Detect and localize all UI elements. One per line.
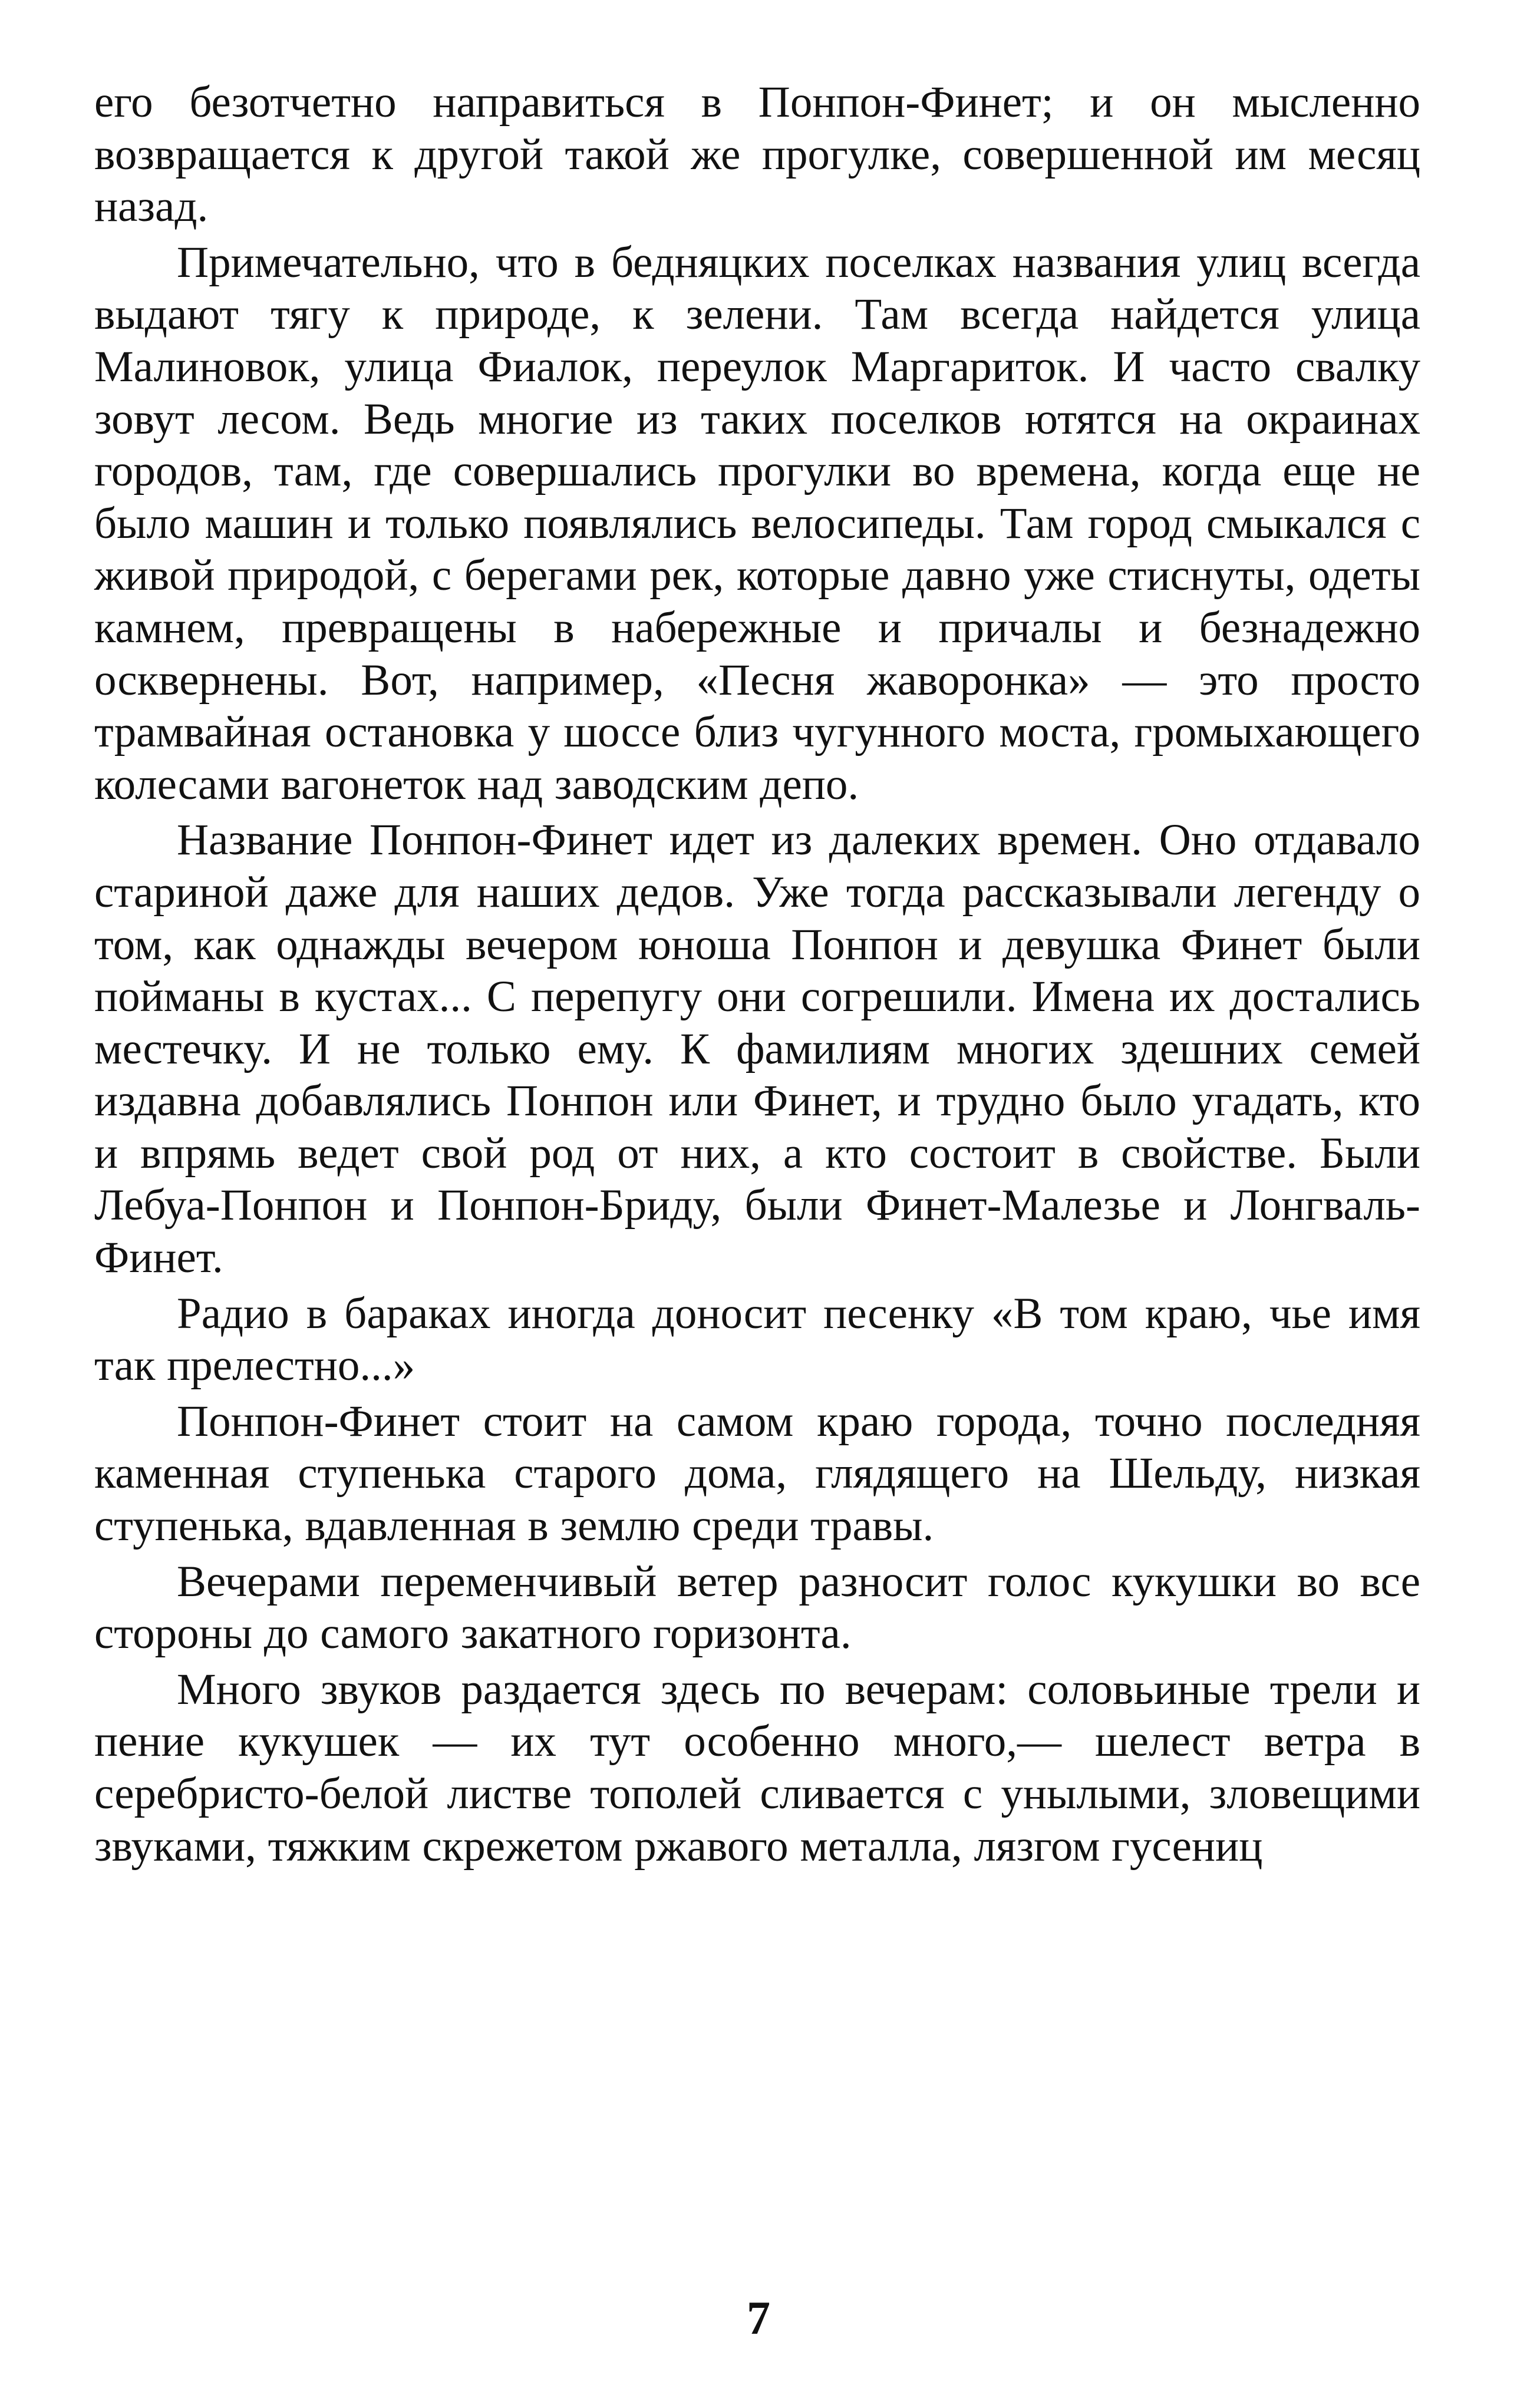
paragraph-2: Примечательно, что в бедняцких поселках названия улиц всегда выдают тягу к природе, к зелени. Там всегда найдется улица Малиновок, улица Фиалок, переулок Маргариток. И часто свалку зовут лесом. Ведь многие из таких поселков ютятся на окраинах городов, там, где совершались прогулки во времена, когда еще не было машин и только появлялись велосипеды. Там город смыкался с живой природой, с берегами рек, которые давно уже стиснуты, одеты камнем, превращены в набережные и причалы и безнадежно осквернены. Вот, например, «Песня жаворонка» — это просто трамвайная остановка у шоссе близ чугунного моста, громыхающего колесами вагонеток над заводским депо. <box>94 237 1420 809</box>
page-number: 7 <box>747 2293 770 2344</box>
paragraph-6: Вечерами переменчивый ветер разносит голос кукушки во все стороны до самого закатного горизонта. <box>94 1557 1420 1659</box>
paragraph-5: Понпон-Финет стоит на самом краю города, точно последняя каменная ступенька старого дома, глядящего на Шельду, низкая ступенька, вдавленная в землю среди травы. <box>94 1396 1420 1551</box>
page-body <box>94 77 1420 1876</box>
paragraph-3: Название Понпон-Финет идет из далеких времен. Оно отдавало стариной даже для наших дедов. Уже тогда рассказывали легенду о том, как однажды вечером юноша Понпон и девушка Финет были пойманы в кустах... С перепугу они согрешили. Имена их достались местечку. И не только ему. К фамилиям многих здешних семей издавна добавлялись Понпон или Финет, и трудно было угадать, кто и впрямь ведет свой род от них, а кто состоит в свойстве. Были Лебуа-Понпон и Понпон-Бриду, были Финет-Малезье и Лонгваль-Финет. <box>94 815 1420 1283</box>
paragraph-1: его безотчетно направиться в Понпон-Финет; и он мысленно возвращается к другой такой же прогулке, совершенной им месяц назад. <box>94 78 1420 232</box>
paragraph-7: Много звуков раздается здесь по вечерам: соловьиные трели и пение кукушек — их тут особенно много,— шелест ветра в серебристо-белой листве тополей сливается с унылыми, зловещими звуками, тяжким скрежетом ржавого металла, лязгом гусениц <box>94 1664 1420 1871</box>
paragraph-4: Радио в бараках иногда доносит песенку «В том краю, чье имя так прелестно...» <box>94 1289 1420 1390</box>
